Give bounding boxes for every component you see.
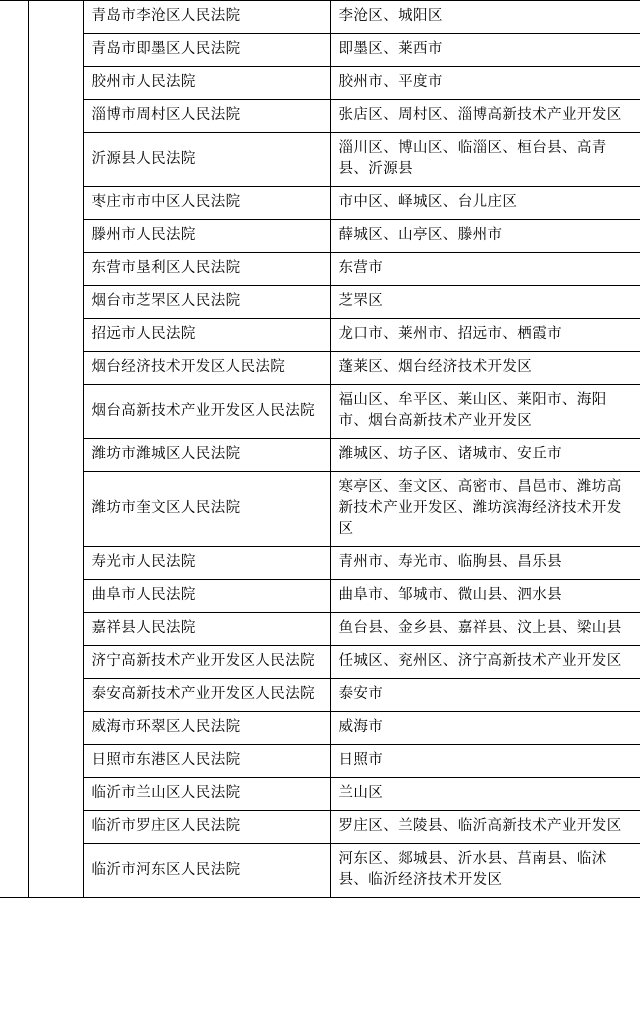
table-row <box>0 34 640 67</box>
row-group-col-2 <box>28 1 83 898</box>
court-name-cell: 滕州市人民法院 <box>83 220 330 253</box>
court-name-cell: 曲阜市人民法院 <box>83 580 330 613</box>
jurisdiction-cell: 张店区、周村区、淄博高新技术产业开发区 <box>330 100 640 133</box>
court-name-cell: 威海市环翠区人民法院 <box>83 712 330 745</box>
court-name-cell: 烟台经济技术开发区人民法院 <box>83 352 330 385</box>
jurisdiction-cell: 龙口市、莱州市、招远市、栖霞市 <box>330 319 640 352</box>
jurisdiction-cell: 东营市 <box>330 253 640 286</box>
court-name-cell: 枣庄市市中区人民法院 <box>83 187 330 220</box>
table-row <box>0 439 640 472</box>
table-row <box>0 745 640 778</box>
jurisdiction-cell: 寒亭区、奎文区、高密市、昌邑市、潍坊高新技术产业开发区、潍坊滨海经济技术开发区 <box>330 472 640 547</box>
jurisdiction-cell: 罗庄区、兰陵县、临沂高新技术产业开发区 <box>330 811 640 844</box>
table-row <box>0 253 640 286</box>
jurisdiction-cell: 淄川区、博山区、临淄区、桓台县、高青县、沂源县 <box>330 133 640 187</box>
table-row <box>0 220 640 253</box>
table-row <box>0 67 640 100</box>
jurisdiction-cell: 芝罘区 <box>330 286 640 319</box>
jurisdiction-cell: 任城区、兖州区、济宁高新技术产业开发区 <box>330 646 640 679</box>
table-row <box>0 352 640 385</box>
court-name-cell: 烟台市芝罘区人民法院 <box>83 286 330 319</box>
court-name-cell: 寿光市人民法院 <box>83 547 330 580</box>
table-row <box>0 1 640 34</box>
jurisdiction-cell: 蓬莱区、烟台经济技术开发区 <box>330 352 640 385</box>
table-row <box>0 472 640 547</box>
court-name-cell: 临沂市罗庄区人民法院 <box>83 811 330 844</box>
table-row <box>0 580 640 613</box>
table-row <box>0 778 640 811</box>
court-name-cell: 东营市垦利区人民法院 <box>83 253 330 286</box>
court-name-cell: 济宁高新技术产业开发区人民法院 <box>83 646 330 679</box>
jurisdiction-cell: 李沧区、城阳区 <box>330 1 640 34</box>
court-name-cell: 胶州市人民法院 <box>83 67 330 100</box>
jurisdiction-cell: 市中区、峄城区、台儿庄区 <box>330 187 640 220</box>
court-name-cell: 临沂市河东区人民法院 <box>83 844 330 898</box>
court-name-cell: 日照市东港区人民法院 <box>83 745 330 778</box>
jurisdiction-cell: 青州市、寿光市、临朐县、昌乐县 <box>330 547 640 580</box>
table-row <box>0 811 640 844</box>
court-name-cell: 招远市人民法院 <box>83 319 330 352</box>
court-name-cell: 淄博市周村区人民法院 <box>83 100 330 133</box>
jurisdiction-cell: 日照市 <box>330 745 640 778</box>
row-group-col-1 <box>0 1 28 898</box>
jurisdiction-cell: 潍城区、坊子区、诸城市、安丘市 <box>330 439 640 472</box>
table-row <box>0 187 640 220</box>
table-row <box>0 319 640 352</box>
table-row <box>0 712 640 745</box>
jurisdiction-cell: 威海市 <box>330 712 640 745</box>
jurisdiction-cell: 胶州市、平度市 <box>330 67 640 100</box>
court-name-cell: 青岛市即墨区人民法院 <box>83 34 330 67</box>
court-name-cell: 潍坊市潍城区人民法院 <box>83 439 330 472</box>
table-row <box>0 385 640 439</box>
court-name-cell: 潍坊市奎文区人民法院 <box>83 472 330 547</box>
table-row <box>0 286 640 319</box>
court-name-cell: 临沂市兰山区人民法院 <box>83 778 330 811</box>
table-row <box>0 133 640 187</box>
court-name-cell: 沂源县人民法院 <box>83 133 330 187</box>
jurisdiction-cell: 薛城区、山亭区、滕州市 <box>330 220 640 253</box>
jurisdiction-cell: 鱼台县、金乡县、嘉祥县、汶上县、梁山县 <box>330 613 640 646</box>
court-name-cell: 泰安高新技术产业开发区人民法院 <box>83 679 330 712</box>
table-row <box>0 844 640 898</box>
jurisdiction-cell: 泰安市 <box>330 679 640 712</box>
jurisdiction-cell: 河东区、郯城县、沂水县、莒南县、临沭县、临沂经济技术开发区 <box>330 844 640 898</box>
court-name-cell: 嘉祥县人民法院 <box>83 613 330 646</box>
jurisdiction-cell: 兰山区 <box>330 778 640 811</box>
jurisdiction-cell: 福山区、牟平区、莱山区、莱阳市、海阳市、烟台高新技术产业开发区 <box>330 385 640 439</box>
table-row <box>0 547 640 580</box>
court-name-cell: 青岛市李沧区人民法院 <box>83 1 330 34</box>
table-row <box>0 100 640 133</box>
table-row <box>0 613 640 646</box>
table-row <box>0 646 640 679</box>
jurisdiction-cell: 即墨区、莱西市 <box>330 34 640 67</box>
table-body <box>0 1 640 898</box>
jurisdiction-cell: 曲阜市、邹城市、微山县、泗水县 <box>330 580 640 613</box>
table-row <box>0 679 640 712</box>
court-name-cell: 烟台高新技术产业开发区人民法院 <box>83 385 330 439</box>
